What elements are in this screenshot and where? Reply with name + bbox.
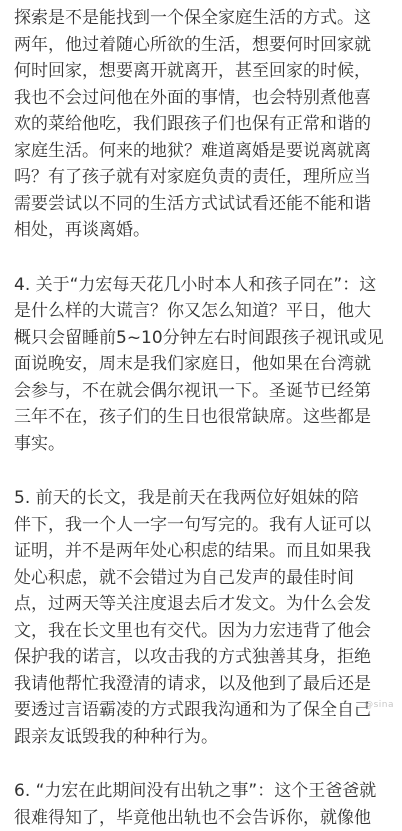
text-line: 文，我在长文里也有交代。因为力宏违背了他会 (14, 618, 390, 645)
text-line: 吗？有了孩子就有对家庭负责的责任，理所应当 (14, 164, 390, 191)
text-line: 事实。 (14, 431, 390, 458)
paragraph-point-6 (14, 778, 390, 831)
text-line: 需要尝试以不同的生活方式试试看还能不能和谐 (14, 191, 390, 218)
paragraph-point-4 (14, 272, 390, 458)
paragraph-continuation (14, 5, 390, 244)
text-line: 4. 关于“力宏每天花几小时本人和孩子同在”：这 (14, 272, 390, 299)
text-line: 点，过两天等关注度退去后才发文。为什么会发 (14, 591, 390, 618)
text-line: 探索是不是能找到一个保全家庭生活的方式。这 (14, 5, 390, 32)
text-line: 跟亲友诋毁我的种种行为。 (14, 724, 390, 751)
text-line: 面说晚安，周末是我们家庭日，他如果在台湾就 (14, 351, 390, 378)
text-line: 伴下，我一个人一字一句写完的。我有人证可以 (14, 512, 390, 539)
text-line: 处心积虑，就不会错过为自己发声的最佳时间 (14, 565, 390, 592)
text-line: 会参与，不在就会偶尔视讯一下。圣诞节已经第 (14, 378, 390, 405)
text-line: 我请他帮忙我澄清的请求，以及他到了最后还是 (14, 671, 390, 698)
watermark: @sina (364, 692, 394, 719)
text-line: 要透过言语霸凌的方式跟我沟通和为了保全自己 (14, 697, 390, 724)
text-line: 何时回家，想要离开就离开，甚至回家的时候， (14, 58, 390, 85)
text-line: 是什么样的大谎言？你又怎么知道？平日，他大 (14, 298, 390, 325)
text-line: 保护我的诺言，以攻击我的方式独善其身，拒绝 (14, 644, 390, 671)
text-line: 两年，他过着随心所欲的生活，想要何时回家就 (14, 32, 390, 59)
text-line: 三年不在，孩子们的生日也很常缺席。这些都是 (14, 404, 390, 431)
paragraph-point-5 (14, 485, 390, 750)
text-line: 概只会留睡前5~10分钟左右时间跟孩子视讯或见 (14, 325, 390, 352)
text-line: 欢的菜给他吃，我们跟孩子们也保有正常和谐的 (14, 111, 390, 138)
text-line: 家庭生活。何来的地狱？难道离婚是要说离就离 (14, 138, 390, 165)
text-line: 我也不会过问他在外面的事情，也会特别煮他喜 (14, 85, 390, 112)
text-line: 相处，再谈离婚。 (14, 217, 390, 244)
paragraph-gap (14, 750, 390, 778)
paragraph-gap (14, 244, 390, 272)
text-line: 很难得知了，毕竟他出轨也不会告诉你，就像他 (14, 805, 390, 831)
text-line: 6. “力宏在此期间没有出轨之事”：这个王爸爸就 (14, 778, 390, 805)
text-line: 证明，并不是两年处心积虑的结果。而且如果我 (14, 538, 390, 565)
paragraph-gap (14, 457, 390, 485)
text-line: 5. 前天的长文，我是前天在我两位好姐妹的陪 (14, 485, 390, 512)
